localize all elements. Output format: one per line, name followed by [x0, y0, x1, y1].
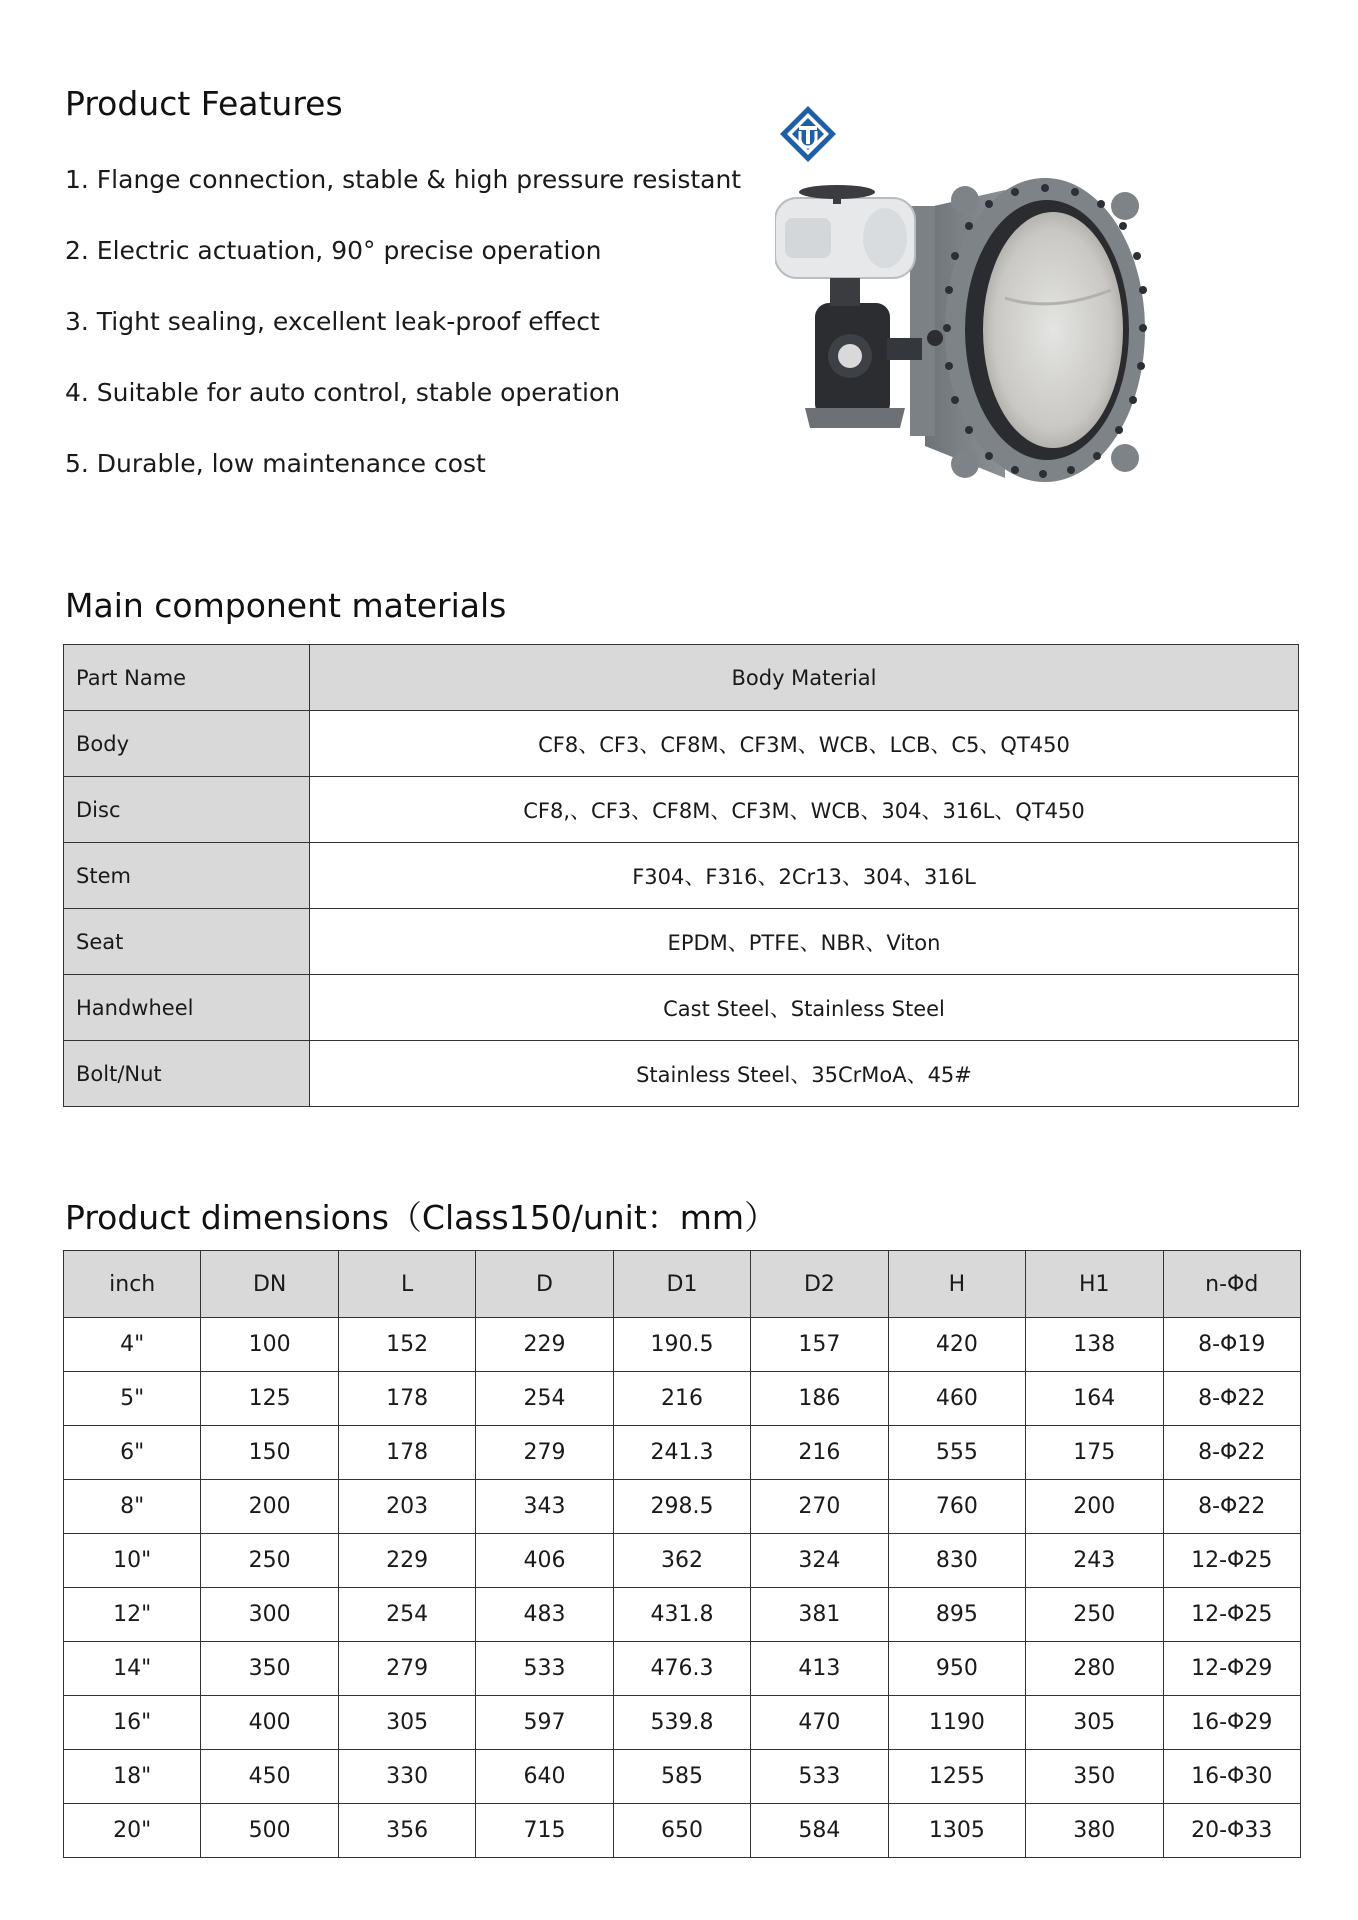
column-header: H1	[1026, 1251, 1163, 1318]
table-row	[64, 1804, 1301, 1858]
table-cell: 650	[613, 1804, 750, 1858]
table-row	[64, 1642, 1301, 1696]
column-header: DN	[201, 1251, 338, 1318]
table-cell: 400	[201, 1696, 338, 1750]
table-row	[64, 1372, 1301, 1426]
column-header: n-Φd	[1163, 1251, 1301, 1318]
butterfly-valve-image	[775, 178, 1155, 488]
table-row	[64, 1534, 1301, 1588]
table-cell: 250	[1026, 1588, 1163, 1642]
table-cell: 203	[338, 1480, 475, 1534]
table-row	[64, 1480, 1301, 1534]
table-cell: 1255	[888, 1750, 1025, 1804]
table-cell: 406	[476, 1534, 613, 1588]
material-cell: CF8、CF3、CF8M、CF3M、WCB、LCB、C5、QT450	[310, 711, 1299, 777]
table-cell: 350	[201, 1642, 338, 1696]
material-cell: EPDM、PTFE、NBR、Viton	[310, 909, 1299, 975]
table-row	[64, 711, 1299, 777]
table-cell: 8-Φ19	[1163, 1318, 1301, 1372]
table-cell: 533	[476, 1642, 613, 1696]
table-cell: 164	[1026, 1372, 1163, 1426]
table-cell: 279	[338, 1642, 475, 1696]
features-list	[65, 160, 741, 515]
column-header: D2	[751, 1251, 888, 1318]
table-row	[64, 1696, 1301, 1750]
table-cell: 380	[1026, 1804, 1163, 1858]
table-cell: 8-Φ22	[1163, 1426, 1301, 1480]
table-cell: 178	[338, 1372, 475, 1426]
table-cell: 14"	[64, 1642, 201, 1696]
table-cell: 830	[888, 1534, 1025, 1588]
table-cell: 356	[338, 1804, 475, 1858]
table-cell: 250	[201, 1534, 338, 1588]
part-name-cell: Disc	[64, 777, 310, 843]
table-cell: 12"	[64, 1588, 201, 1642]
table-cell: 10"	[64, 1534, 201, 1588]
table-cell: 760	[888, 1480, 1025, 1534]
table-cell: 305	[338, 1696, 475, 1750]
features-title: Product Features	[65, 84, 343, 123]
column-header: L	[338, 1251, 475, 1318]
table-cell: 715	[476, 1804, 613, 1858]
table-cell: 157	[751, 1318, 888, 1372]
feature-item: 1. Flange connection, stable & high pressure resistant	[65, 165, 742, 194]
table-cell: 6"	[64, 1426, 201, 1480]
table-cell: 539.8	[613, 1696, 750, 1750]
dimensions-table-body	[64, 1318, 1301, 1858]
table-cell: 8"	[64, 1480, 201, 1534]
table-cell: 585	[613, 1750, 750, 1804]
table-cell: 8-Φ22	[1163, 1372, 1301, 1426]
table-cell: 12-Φ25	[1163, 1534, 1301, 1588]
table-cell: 243	[1026, 1534, 1163, 1588]
column-header: H	[888, 1251, 1025, 1318]
table-cell: 229	[476, 1318, 613, 1372]
company-logo	[778, 104, 838, 164]
table-cell: 241.3	[613, 1426, 750, 1480]
part-name-cell: Bolt/Nut	[64, 1041, 310, 1107]
table-cell: 470	[751, 1696, 888, 1750]
table-cell: 431.8	[613, 1588, 750, 1642]
table-cell: 476.3	[613, 1642, 750, 1696]
table-cell: 450	[201, 1750, 338, 1804]
table-cell: 895	[888, 1588, 1025, 1642]
table-cell: 190.5	[613, 1318, 750, 1372]
table-cell: 533	[751, 1750, 888, 1804]
table-cell: 381	[751, 1588, 888, 1642]
table-header-row	[64, 645, 1299, 711]
table-row	[64, 843, 1299, 909]
table-cell: 8-Φ22	[1163, 1480, 1301, 1534]
material-cell: F304、F316、2Cr13、304、316L	[310, 843, 1299, 909]
table-cell: 16-Φ29	[1163, 1696, 1301, 1750]
table-cell: 483	[476, 1588, 613, 1642]
table-cell: 178	[338, 1426, 475, 1480]
table-cell: 186	[751, 1372, 888, 1426]
material-cell: CF8,、CF3、CF8M、CF3M、WCB、304、316L、QT450	[310, 777, 1299, 843]
table-cell: 1190	[888, 1696, 1025, 1750]
material-cell: Stainless Steel、35CrMoA、45#	[310, 1041, 1299, 1107]
table-row	[64, 1750, 1301, 1804]
column-header-part-name: Part Name	[64, 645, 310, 711]
table-cell: 1305	[888, 1804, 1025, 1858]
table-row	[64, 1426, 1301, 1480]
table-cell: 4"	[64, 1318, 201, 1372]
part-name-cell: Stem	[64, 843, 310, 909]
part-name-cell: Handwheel	[64, 975, 310, 1041]
table-cell: 16"	[64, 1696, 201, 1750]
table-cell: 216	[613, 1372, 750, 1426]
table-cell: 950	[888, 1642, 1025, 1696]
table-cell: 500	[201, 1804, 338, 1858]
table-cell: 254	[338, 1588, 475, 1642]
table-cell: 175	[1026, 1426, 1163, 1480]
feature-item: 4. Suitable for auto control, stable operation	[65, 378, 621, 407]
column-header-body-material: Body Material	[310, 645, 1299, 711]
table-cell: 20"	[64, 1804, 201, 1858]
feature-item: 2. Electric actuation, 90° precise operation	[65, 236, 602, 265]
table-cell: 138	[1026, 1318, 1163, 1372]
table-cell: 300	[201, 1588, 338, 1642]
table-cell: 125	[201, 1372, 338, 1426]
table-cell: 16-Φ30	[1163, 1750, 1301, 1804]
part-name-cell: Seat	[64, 909, 310, 975]
table-cell: 200	[1026, 1480, 1163, 1534]
table-row	[64, 1041, 1299, 1107]
table-cell: 12-Φ29	[1163, 1642, 1301, 1696]
table-cell: 584	[751, 1804, 888, 1858]
table-cell: 298.5	[613, 1480, 750, 1534]
table-row	[64, 975, 1299, 1041]
column-header: inch	[64, 1251, 201, 1318]
table-cell: 420	[888, 1318, 1025, 1372]
table-cell: 324	[751, 1534, 888, 1588]
table-cell: 343	[476, 1480, 613, 1534]
dimensions-table	[63, 1250, 1301, 1858]
table-cell: 254	[476, 1372, 613, 1426]
table-header-row	[64, 1251, 1301, 1318]
table-cell: 12-Φ25	[1163, 1588, 1301, 1642]
column-header: D1	[613, 1251, 750, 1318]
material-cell: Cast Steel、Stainless Steel	[310, 975, 1299, 1041]
column-header: D	[476, 1251, 613, 1318]
table-cell: 5"	[64, 1372, 201, 1426]
table-cell: 460	[888, 1372, 1025, 1426]
table-cell: 597	[476, 1696, 613, 1750]
table-cell: 270	[751, 1480, 888, 1534]
table-cell: 413	[751, 1642, 888, 1696]
table-cell: 330	[338, 1750, 475, 1804]
table-cell: 305	[1026, 1696, 1163, 1750]
table-cell: 279	[476, 1426, 613, 1480]
table-row	[64, 1588, 1301, 1642]
feature-item: 5. Durable, low maintenance cost	[65, 449, 486, 478]
table-cell: 20-Φ33	[1163, 1804, 1301, 1858]
table-row	[64, 1318, 1301, 1372]
table-cell: 640	[476, 1750, 613, 1804]
part-name-cell: Body	[64, 711, 310, 777]
table-cell: 100	[201, 1318, 338, 1372]
table-cell: 350	[1026, 1750, 1163, 1804]
materials-title: Main component materials	[65, 586, 507, 625]
table-cell: 216	[751, 1426, 888, 1480]
table-cell: 150	[201, 1426, 338, 1480]
table-cell: 362	[613, 1534, 750, 1588]
table-cell: 152	[338, 1318, 475, 1372]
table-cell: 229	[338, 1534, 475, 1588]
feature-item: 3. Tight sealing, excellent leak-proof effect	[65, 307, 600, 336]
table-cell: 200	[201, 1480, 338, 1534]
table-row	[64, 909, 1299, 975]
dimensions-title: Product dimensions（Class150/unit：mm）	[65, 1198, 778, 1237]
table-cell: 18"	[64, 1750, 201, 1804]
table-cell: 555	[888, 1426, 1025, 1480]
table-row	[64, 777, 1299, 843]
table-cell: 280	[1026, 1642, 1163, 1696]
materials-table	[63, 644, 1299, 1107]
